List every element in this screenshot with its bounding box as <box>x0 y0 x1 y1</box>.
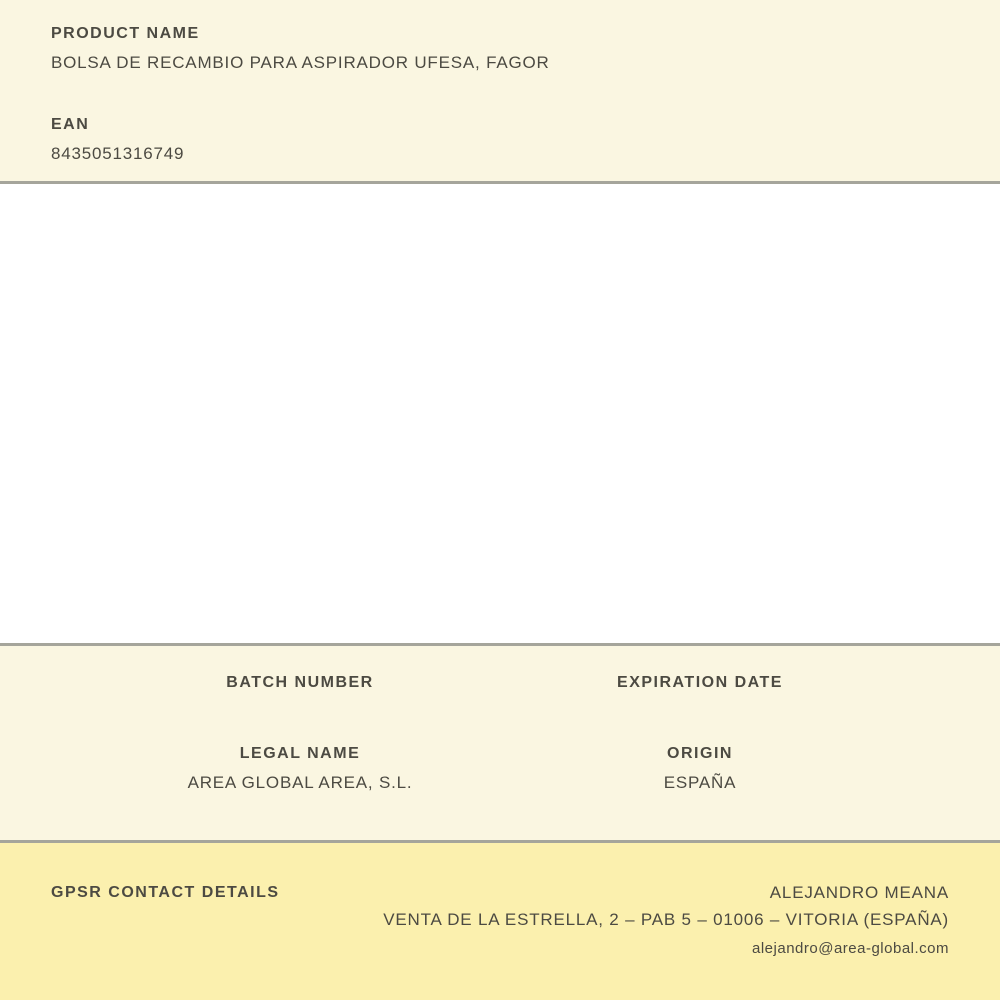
product-header-section <box>0 0 1000 184</box>
batch-expiration-row <box>100 673 900 702</box>
gpsr-contact-block <box>383 883 949 959</box>
product-name-label: PRODUCT NAME <box>51 25 200 42</box>
batch-number-label: BATCH NUMBER <box>226 674 374 691</box>
legal-name-value: AREA GLOBAL AREA, S.L. <box>187 773 413 792</box>
ean-label: EAN <box>51 116 90 133</box>
legal-name-field <box>100 744 500 793</box>
gpsr-contact-label: GPSR CONTACT DETAILS <box>51 884 280 901</box>
origin-label: ORIGIN <box>667 745 733 762</box>
origin-value: ESPAÑA <box>663 773 737 792</box>
batch-legal-section <box>0 646 1000 843</box>
origin-field <box>500 744 900 793</box>
expiration-date-label: EXPIRATION DATE <box>617 674 783 691</box>
ean-field <box>51 115 949 164</box>
gpsr-contact-section <box>0 843 1000 1000</box>
product-name-field <box>51 24 949 73</box>
legal-origin-row <box>100 744 900 793</box>
expiration-date-field <box>500 673 900 702</box>
gpsr-contact-name: ALEJANDRO MEANA <box>769 883 949 902</box>
legal-name-label: LEGAL NAME <box>239 745 361 762</box>
gpsr-contact-email: alejandro@area-global.com <box>752 940 949 957</box>
ean-value: 8435051316749 <box>51 144 185 163</box>
product-name-value: BOLSA DE RECAMBIO PARA ASPIRADOR UFESA, FAGOR <box>51 53 550 72</box>
gpsr-contact-address: VENTA DE LA ESTRELLA, 2 – PAB 5 – 01006 – VITORIA (ESPAÑA) <box>383 910 949 929</box>
blank-label-area <box>0 184 1000 646</box>
batch-number-field <box>100 673 500 702</box>
